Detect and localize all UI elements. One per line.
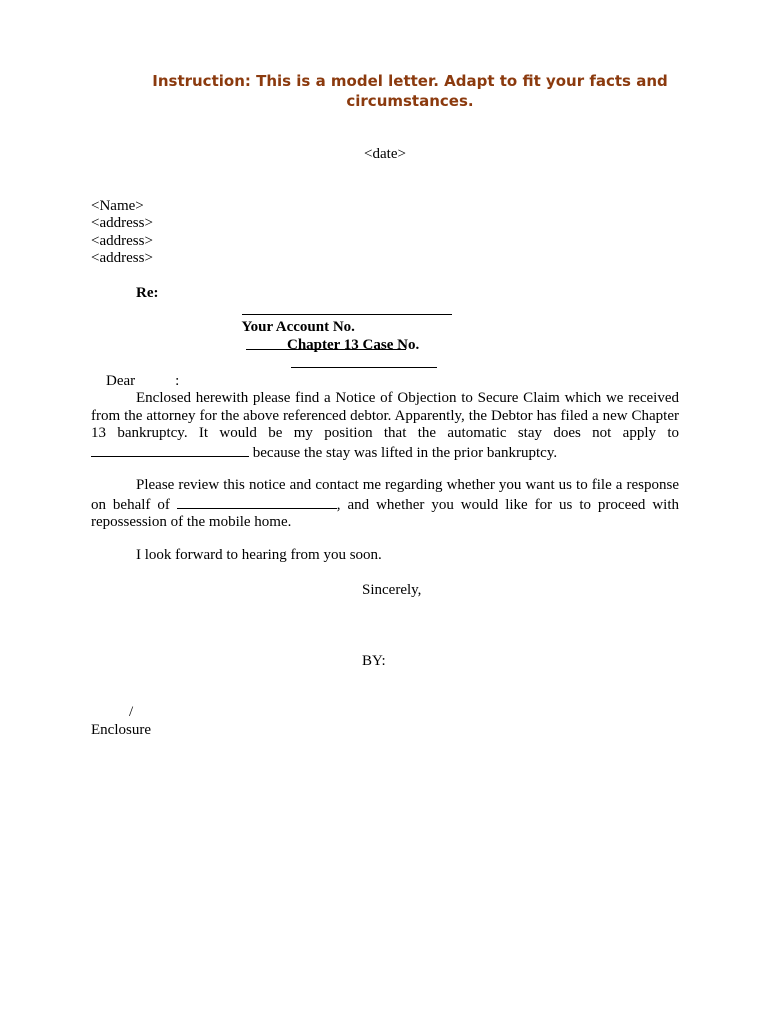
paragraph-2-text: Please review this notice and contact me regarding whether you want us to file a response on behalf of — [91, 477, 679, 513]
paragraph-2-blank — [177, 495, 337, 509]
body-paragraph-3: I look forward to hearing from you soon. — [136, 547, 382, 563]
instruction-line-1: Instruction: This is a model letter. Adapt to fit your facts and — [152, 72, 668, 90]
closing-sincerely: Sincerely, — [362, 582, 422, 598]
initials-slash: / — [129, 704, 134, 720]
signature-by: BY: — [362, 653, 386, 669]
paragraph-1-text-end: because the stay was lifted in the prior bankruptcy. — [252, 444, 558, 461]
recipient-name: <Name> — [91, 198, 144, 214]
case-number-label: Chapter 13 Case No. — [287, 337, 420, 353]
paragraph-1-text: Enclosed herewith please find a Notice of Objection to Secure Claim which we received from the attorney for the above referenced debtor. Apparently, the Debtor has filed a new Chapter 13 bankruptcy. It would be my position that the automatic stay does not apply to — [91, 390, 679, 441]
enclosure-note: Enclosure — [91, 722, 151, 738]
instruction-line-2: circumstances. — [346, 92, 474, 110]
paragraph-1-blank — [91, 443, 249, 457]
salutation-colon: : — [175, 373, 180, 389]
case-number-line — [272, 320, 437, 390]
case-number-blank — [291, 354, 437, 368]
paragraph-2-text-end: , and whether you would like for us to proceed with repossession of the mobile home. — [91, 496, 680, 530]
account-number-label: Your Account No. — [241, 319, 355, 335]
recipient-address-1: <address> — [91, 215, 153, 231]
body-paragraph-2 — [91, 477, 679, 532]
re-label: Re: — [136, 285, 159, 301]
recipient-address-3: <address> — [91, 250, 153, 266]
date-placeholder: <date> — [364, 146, 406, 162]
recipient-address-2: <address> — [91, 233, 153, 249]
instruction-banner — [110, 71, 710, 111]
salutation-dear: Dear — [106, 373, 136, 389]
body-paragraph-1 — [91, 390, 679, 462]
